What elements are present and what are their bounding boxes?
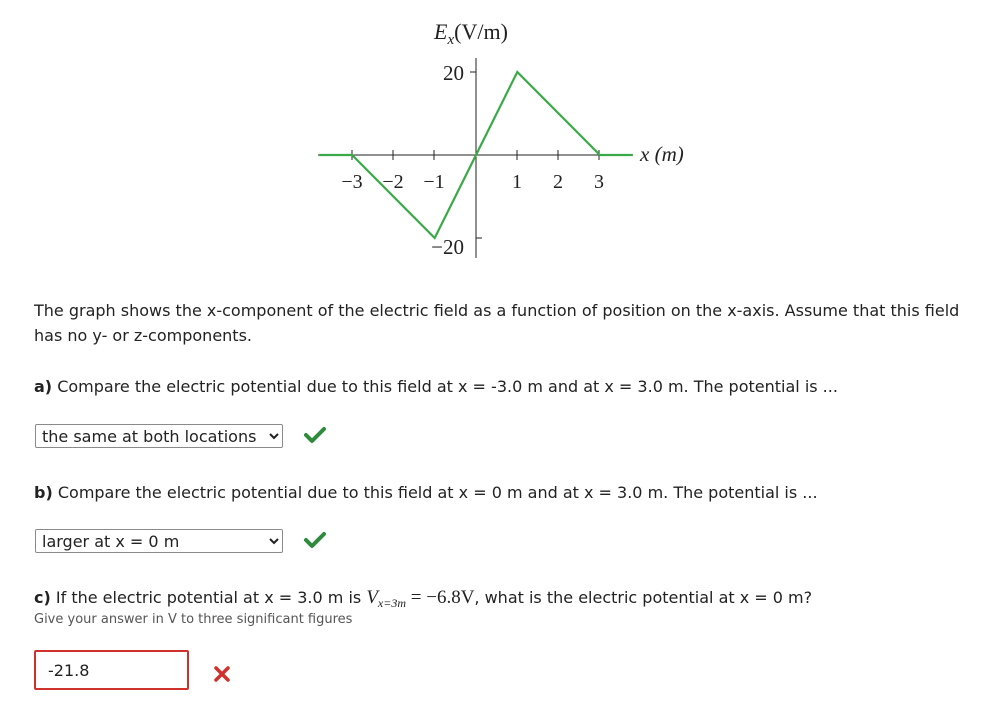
intro-text: The graph shows the x-component of the electric field as a function of position on the x-axis. Assume that this field has no y- or z-components. [34,301,960,345]
x-tick-label: −1 [423,171,445,193]
question-c-answer-input[interactable] [34,650,189,690]
y-tick-label-neg20: −20 [431,235,464,259]
x-tick-label: 3 [594,171,604,193]
x-tick-label: 1 [512,171,522,193]
question-b-dropdown[interactable] [35,529,283,553]
y-axis-label: $E_x(V/m)$ [434,19,508,48]
x-tick-label: −2 [382,171,404,193]
question-c-hint: Give your answer in V to three significant figures [34,612,353,627]
question-c: c) If the electric potential at x = 3.0 m is $V_{x=3m} = -6.8V$, what is the electric potential at x = 0 m? [34,587,813,610]
question-b: b) Compare the electric potential due to this field at x = 0 m and at x = 3.0 m. The potential is ... [34,483,818,502]
x-axis-label: x (m) [640,142,684,166]
check-icon [304,531,326,549]
y-tick-label-20: 20 [443,61,464,85]
question-a-dropdown[interactable] [35,424,283,448]
electric-field-graph [300,0,700,270]
x-tick-label: 2 [553,171,563,193]
check-icon [304,426,326,444]
question-a: a) Compare the electric potential due to this field at x = -3.0 m and at x = 3.0 m. The potential is ... [34,377,838,396]
x-tick-label: −3 [341,171,363,193]
incorrect-icon [214,666,230,682]
